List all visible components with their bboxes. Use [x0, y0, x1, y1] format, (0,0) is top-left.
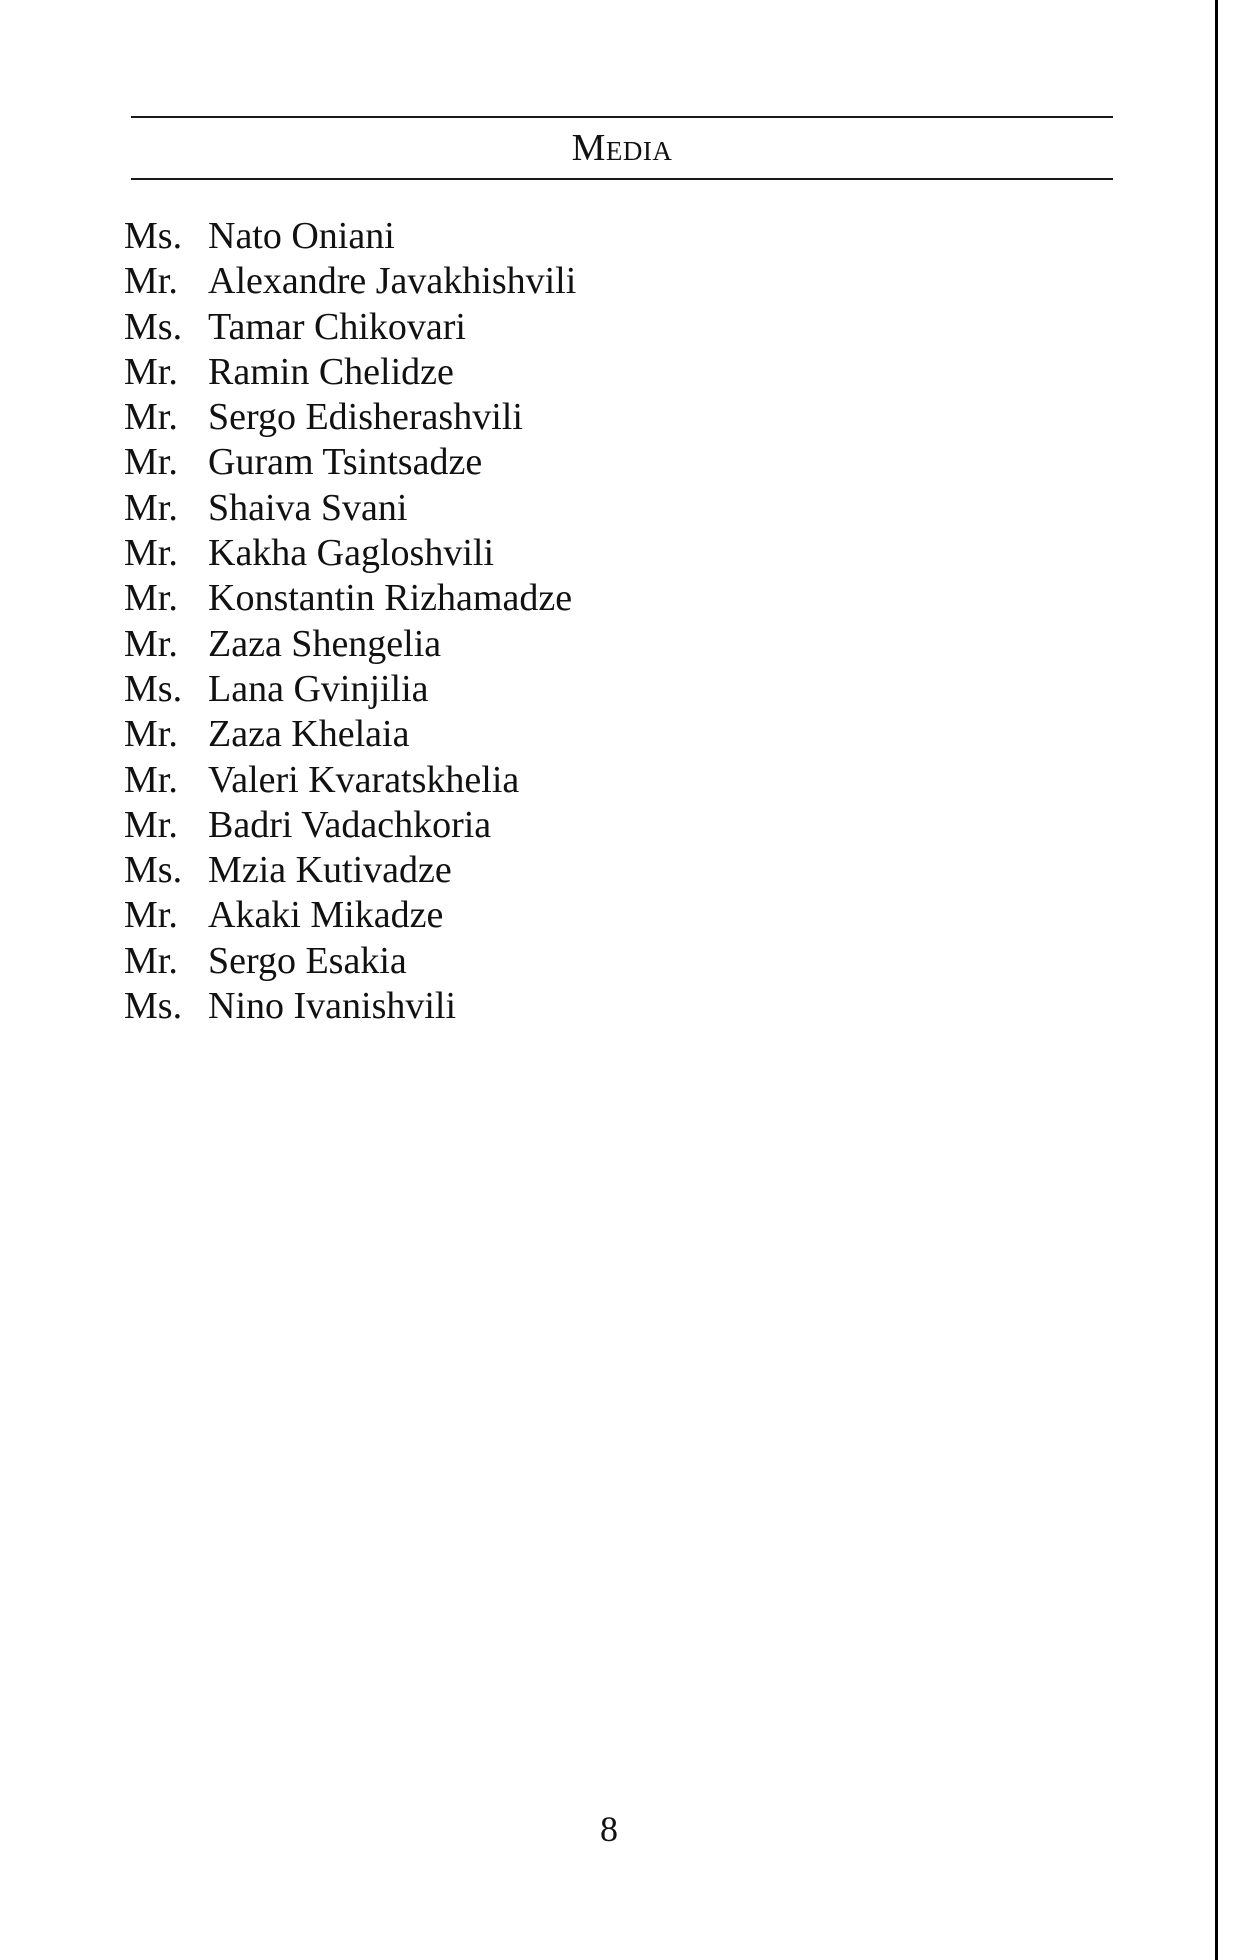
list-item — [124, 758, 576, 803]
person-name: Badri Vadachkoria — [208, 803, 492, 846]
list-item — [124, 350, 576, 395]
honorific: Mr. — [124, 577, 178, 620]
person-name: Lana Gvinjilia — [208, 667, 429, 710]
honorific: Mr. — [124, 260, 178, 303]
person-name: Nato Oniani — [208, 215, 395, 257]
attendee-list — [124, 214, 576, 1029]
honorific: Mr. — [124, 713, 178, 756]
person-name: Ramin Chelidze — [208, 350, 454, 393]
honorific: Mr. — [124, 441, 178, 484]
section-title: Media — [571, 127, 673, 169]
person-name: Sergo Edisherashvili — [208, 396, 523, 439]
list-item — [124, 984, 576, 1029]
person-name: Zaza Khelaia — [208, 713, 410, 756]
list-item — [124, 893, 576, 938]
list-item — [124, 667, 576, 712]
person-name: Sergo Esakia — [208, 939, 407, 982]
person-name: Alexandre Javakhishvili — [208, 260, 577, 303]
list-item — [124, 622, 576, 667]
honorific: Ms. — [124, 305, 183, 348]
person-name: Guram Tsintsadze — [208, 441, 483, 484]
honorific: Ms. — [124, 667, 183, 710]
list-item — [124, 848, 576, 893]
page-number — [0, 1807, 1234, 1851]
honorific: Mr. — [124, 803, 178, 846]
person-name: Zaza Shengelia — [208, 622, 442, 665]
honorific: Mr. — [124, 350, 178, 393]
page-number-text: 8 — [600, 1809, 618, 1849]
list-item — [124, 712, 576, 757]
scan-edge-line — [1215, 0, 1218, 1960]
person-name: Nino Ivanishvili — [208, 985, 457, 1028]
header-rule-bottom — [131, 178, 1113, 180]
honorific: Mr. — [124, 758, 178, 801]
list-item — [124, 259, 576, 304]
person-name: Shaiva Svani — [208, 486, 408, 529]
honorific: Mr. — [124, 894, 178, 937]
list-item — [124, 939, 576, 984]
person-name: Mzia Kutivadze — [208, 849, 452, 892]
person-name: Valeri Kvaratskhelia — [208, 758, 520, 801]
list-item — [124, 395, 576, 440]
honorific: Mr. — [124, 532, 178, 575]
person-name: Kakha Gagloshvili — [208, 532, 495, 575]
header-rule-top — [131, 116, 1113, 118]
person-name: Tamar Chikovari — [208, 305, 466, 348]
honorific: Mr. — [124, 396, 178, 439]
person-name: Konstantin Rizhamadze — [208, 577, 573, 620]
honorific: Mr. — [124, 622, 178, 665]
honorific: Ms. — [124, 849, 183, 892]
list-item — [124, 576, 576, 621]
list-item — [124, 214, 576, 259]
person-name: Akaki Mikadze — [208, 894, 444, 937]
honorific: Mr. — [124, 939, 178, 982]
honorific: Mr. — [124, 486, 178, 529]
honorific: Ms. — [124, 215, 183, 257]
list-item — [124, 531, 576, 576]
list-item — [124, 803, 576, 848]
list-item — [124, 486, 576, 531]
list-item — [124, 440, 576, 485]
honorific: Ms. — [124, 985, 183, 1028]
list-item — [124, 305, 576, 350]
